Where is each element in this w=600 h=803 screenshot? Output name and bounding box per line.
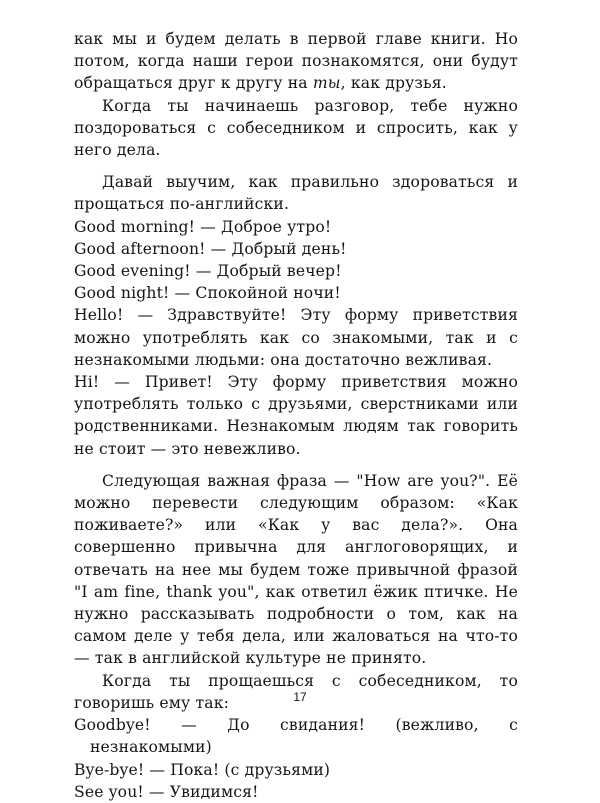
paragraph-continuation: как мы и будем делать в первой главе книги. Но потом, когда наши герои познакомятся, они будут обращаться друг к другу на ты, как друзья. [74,30,518,93]
farewell-line: See you! — Увидимся! [74,782,259,801]
greeting-line: Good night! — Спокойной ночи! [74,284,341,303]
page-number: 17 [293,690,307,704]
farewell-line: Goodbye! — До свидания! (вежливо, с незнакомыми) [74,716,518,757]
paragraph-conversation: Когда ты начинаешь разговор, тебе нужно поздороваться с собеседником и спросить, как у него дела. [74,96,518,160]
greeting-line: Good morning! — Доброе утро! [74,217,332,236]
paragraph-hi: Hi! — Привет! Эту форму приветствия можно употреблять только с друзьями, сверстниками или родственниками. Незнакомым людям так говорить не стоит — это невежливо. [74,373,518,458]
page-body-text [74,28,518,803]
greeting-line: Good evening! — Добрый вечер! [74,262,342,281]
greeting-line: Good afternoon! — Добрый день! [74,239,347,258]
italic-word: ты [312,74,341,93]
paragraph-farewell-intro: Когда ты прощаешься с собеседником, то говоришь ему так: [74,671,518,712]
paragraph-how-are-you: Следующая важная фраза — "How are you?". Её можно перевести следующим образом: «Как поживаете?» или «Как у вас дела?». Она совершенно привычна для англоговорящих, и отвечать на нее мы будем тоже привычной фразой "I am fine, thank you", как ответил ёжик птичке. Не нужно рассказывать подробности о том, как на самом деле у тебя дела, или жаловаться на что-то — так в английской культуре не принято. [74,471,518,668]
paragraph-hello: Hello! — Здравствуйте! Эту форму приветствия можно употреблять как со знакомыми, так и с незнакомыми людьми: она достаточно вежливая. [74,306,518,369]
farewell-line: Bye-bye! — Пока! (с друзьями) [74,760,331,779]
paragraph-learn-greetings: Давай выучим, как правильно здороваться и прощаться по-английски. [74,173,518,214]
